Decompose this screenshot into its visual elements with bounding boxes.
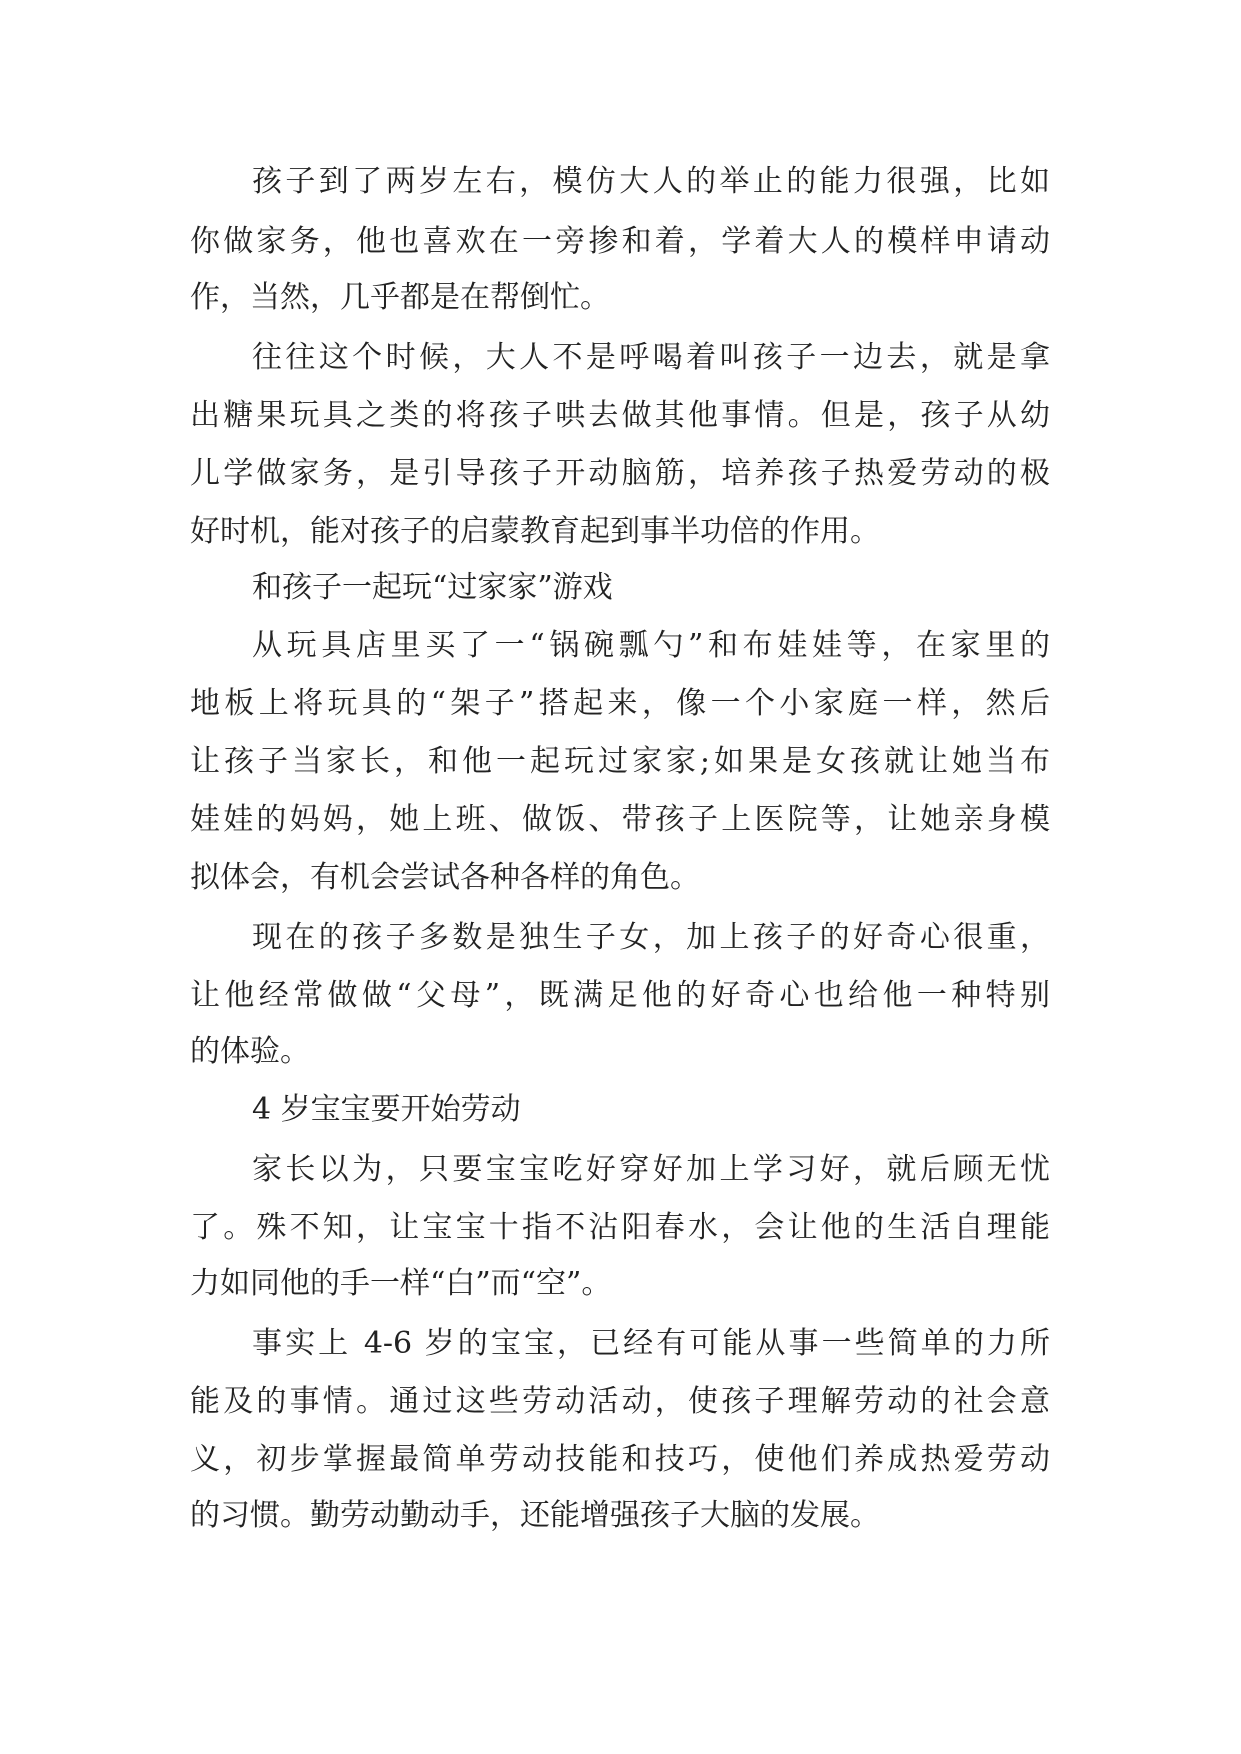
paragraph-line: 能及的事情。通过这些劳动活动，使孩子理解劳动的社会意 [190,1384,1050,1419]
paragraph-line: 儿学做家务，是引导孩子开动脑筋，培养孩子热爱劳动的极 [190,456,1050,491]
paragraph-line: 义，初步掌握最简单劳动技能和技巧，使他们养成热爱劳动 [190,1442,1050,1477]
paragraph-line: 家长以为，只要宝宝吃好穿好加上学习好，就后顾无忧 [252,1152,1050,1187]
paragraph-line: 你做家务，他也喜欢在一旁掺和着，学着大人的模样申请动 [190,224,1050,259]
paragraph-line: 出糖果玩具之类的将孩子哄去做其他事情。但是，孩子从幼 [190,398,1050,433]
paragraph-line: 孩子到了两岁左右，模仿大人的举止的能力很强，比如 [252,164,1050,199]
paragraph-line: 了。殊不知，让宝宝十指不沾阳春水，会让他的生活自理能 [190,1210,1050,1245]
paragraph-line: 让他经常做做“父母”，既满足他的好奇心也给他一种特别 [190,978,1050,1013]
paragraph-line: 娃娃的妈妈，她上班、做饭、带孩子上医院等，让她亲身模 [190,802,1050,837]
section-heading: 4 岁宝宝要开始劳动 [252,1092,521,1127]
paragraph-line: 作，当然，几乎都是在帮倒忙。 [190,280,610,315]
paragraph-line: 地板上将玩具的“架子”搭起来，像一个小家庭一样，然后 [190,686,1050,721]
paragraph-line: 的体验。 [190,1034,310,1069]
paragraph-line: 让孩子当家长，和他一起玩过家家;如果是女孩就让她当布 [190,744,1050,779]
paragraph-line: 力如同他的手一样“白”而“空”。 [190,1266,612,1301]
paragraph-line: 往往这个时候，大人不是呼喝着叫孩子一边去，就是拿 [252,340,1050,375]
paragraph-line: 拟体会，有机会尝试各种各样的角色。 [190,860,700,895]
section-heading: 和孩子一起玩“过家家”游戏 [252,570,613,605]
paragraph-line: 的习惯。勤劳动勤动手，还能增强孩子大脑的发展。 [190,1498,880,1533]
paragraph-line: 事实上 4-6 岁的宝宝，已经有可能从事一些简单的力所 [252,1326,1050,1361]
paragraph-line: 从玩具店里买了一“锅碗瓢勺”和布娃娃等，在家里的 [252,628,1050,663]
paragraph-line: 好时机，能对孩子的启蒙教育起到事半功倍的作用。 [190,514,880,549]
paragraph-line: 现在的孩子多数是独生子女，加上孩子的好奇心很重， [252,920,1050,955]
